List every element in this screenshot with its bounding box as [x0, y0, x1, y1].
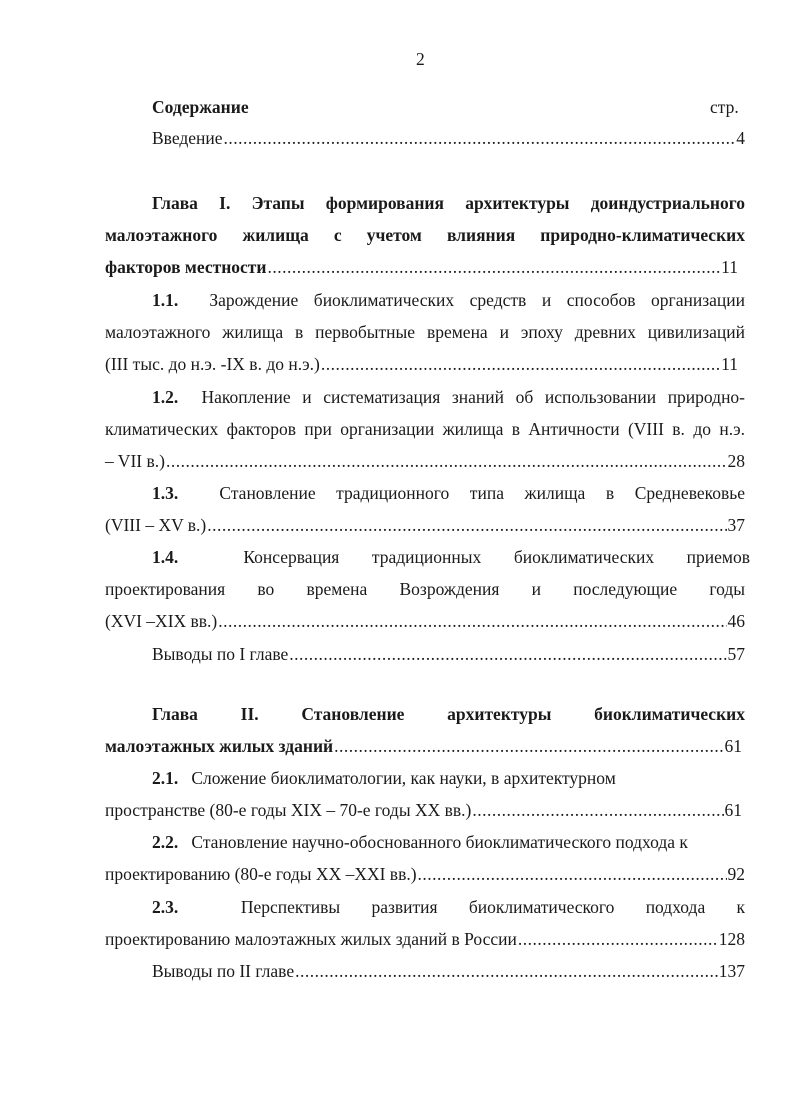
dot-leader	[289, 643, 726, 665]
toc-entry-label: Выводы по II главе	[152, 961, 295, 981]
toc-entry-1-3-line1[interactable]	[152, 482, 745, 504]
toc-entry-1-3-line2[interactable]	[105, 514, 745, 536]
dot-leader	[166, 450, 727, 472]
section-number: 1.3.	[152, 483, 179, 503]
toc-title: Содержание	[152, 97, 249, 117]
toc-entry-label: Выводы по I главе	[152, 644, 289, 664]
toc-entry-label: проектированию (80-е годы XX –XXI вв.)	[105, 864, 417, 884]
section-title: Сложение биоклиматологии, как науки, в архитектурном	[191, 768, 616, 788]
toc-entry-introduction[interactable]	[152, 127, 745, 149]
toc-entry-label: (VIII – XV в.)	[105, 515, 207, 535]
section-title: Зарождение биоклиматических средств и способов организации	[209, 290, 746, 310]
section-title: Консервация традиционных биоклиматических приемов	[243, 547, 750, 567]
dot-leader	[334, 735, 723, 757]
dot-leader	[207, 514, 726, 536]
toc-entry-page: 92	[727, 864, 745, 884]
toc-entry-2-2-line2[interactable]	[105, 863, 745, 885]
toc-entry-page: 137	[718, 961, 745, 981]
toc-entry-label: – VII в.)	[105, 451, 165, 471]
toc-entry-label: пространстве (80-е годы XIX – 70-е годы XX вв.)	[105, 800, 472, 820]
toc-entry-page: 57	[727, 644, 745, 664]
toc-entry-page: 11	[721, 257, 738, 277]
toc-entry-2-3-line1[interactable]	[152, 896, 745, 918]
toc-entry-1-1-line1[interactable]	[152, 289, 745, 311]
toc-entry-page: 46	[727, 611, 745, 631]
toc-entry-2-1-line1[interactable]	[152, 767, 616, 789]
dot-leader	[267, 256, 720, 278]
toc-entry-label: Введение	[152, 128, 223, 148]
section-number: 1.2.	[152, 387, 179, 407]
section-title: Становление традиционного типа жилища в Средневековье	[219, 483, 745, 503]
toc-entry-label: малоэтажных жилых зданий	[105, 736, 334, 756]
page-number: 2	[416, 49, 425, 69]
dot-leader	[295, 960, 718, 982]
section-number: 2.2.	[152, 832, 179, 852]
toc-entry-2-1-line2[interactable]	[105, 799, 742, 821]
chapter1-heading-line2[interactable]: малоэтажного жилища с учетом влияния природно-климатических	[105, 225, 745, 245]
toc-entry-1-2-line2[interactable]: климатических факторов при организации жилища в Античности (VIII в. до н.э.	[105, 419, 745, 439]
toc-entry-1-4-line3[interactable]	[105, 610, 745, 632]
chapter2-heading-line2[interactable]	[105, 735, 742, 757]
section-number: 2.3.	[152, 897, 179, 917]
section-number: 1.1.	[152, 290, 179, 310]
toc-entry-1-2-line1[interactable]	[152, 386, 745, 408]
toc-entry-label: (III тыс. до н.э. -IX в. до н.э.)	[105, 354, 320, 374]
toc-entry-1-4-line1[interactable]	[152, 546, 750, 568]
chapter1-heading-line1[interactable]: Глава I. Этапы формирования архитектуры доиндустриального	[152, 193, 745, 213]
dot-leader	[518, 928, 718, 950]
section-title: Перспективы развития биоклиматического подхода к	[240, 897, 746, 917]
toc-entry-2-3-line2[interactable]	[105, 928, 745, 950]
toc-entry-1-1-line2[interactable]: малоэтажного жилища в первобытные времена и эпоху древних цивилизаций	[105, 322, 745, 342]
section-number: 2.1.	[152, 768, 179, 788]
toc-entry-label: (XVI –XIX вв.)	[105, 611, 218, 631]
section-title: Становление научно-обоснованного биоклиматического подхода к	[191, 832, 688, 852]
toc-entry-1-2-line3[interactable]	[105, 450, 745, 472]
dot-leader	[418, 863, 727, 885]
toc-entry-page: 128	[718, 929, 745, 949]
toc-entry-page: 37	[727, 515, 745, 535]
dot-leader	[472, 799, 723, 821]
toc-entry-label: факторов местности	[105, 257, 267, 277]
toc-entry-2-2-line1[interactable]	[152, 831, 688, 853]
page-column-header: стр.	[710, 97, 739, 117]
dot-leader	[224, 127, 736, 149]
chapter2-heading-line1[interactable]: Глава II. Становление архитектуры биоклиматических	[152, 704, 745, 724]
toc-entry-page: 11	[721, 354, 738, 374]
section-title: Накопление и систематизация знаний об использовании природно-	[201, 387, 746, 407]
toc-entry-page: 4	[736, 128, 745, 148]
toc-entry-label: проектированию малоэтажных жилых зданий в России	[105, 929, 517, 949]
toc-entry-1-4-line2[interactable]: проектирования во времена Возрождения и последующие годы	[105, 579, 745, 599]
toc-entry-conclusions-2[interactable]	[152, 960, 745, 982]
toc-entry-1-1-line3[interactable]	[105, 353, 738, 375]
toc-entry-conclusions-1[interactable]	[152, 643, 745, 665]
dot-leader	[218, 610, 726, 632]
section-number: 1.4.	[152, 547, 179, 567]
toc-entry-page: 61	[724, 736, 742, 756]
chapter1-heading-line3[interactable]	[105, 256, 738, 278]
dot-leader	[321, 353, 720, 375]
toc-entry-page: 61	[724, 800, 742, 820]
toc-entry-page: 28	[727, 451, 745, 471]
